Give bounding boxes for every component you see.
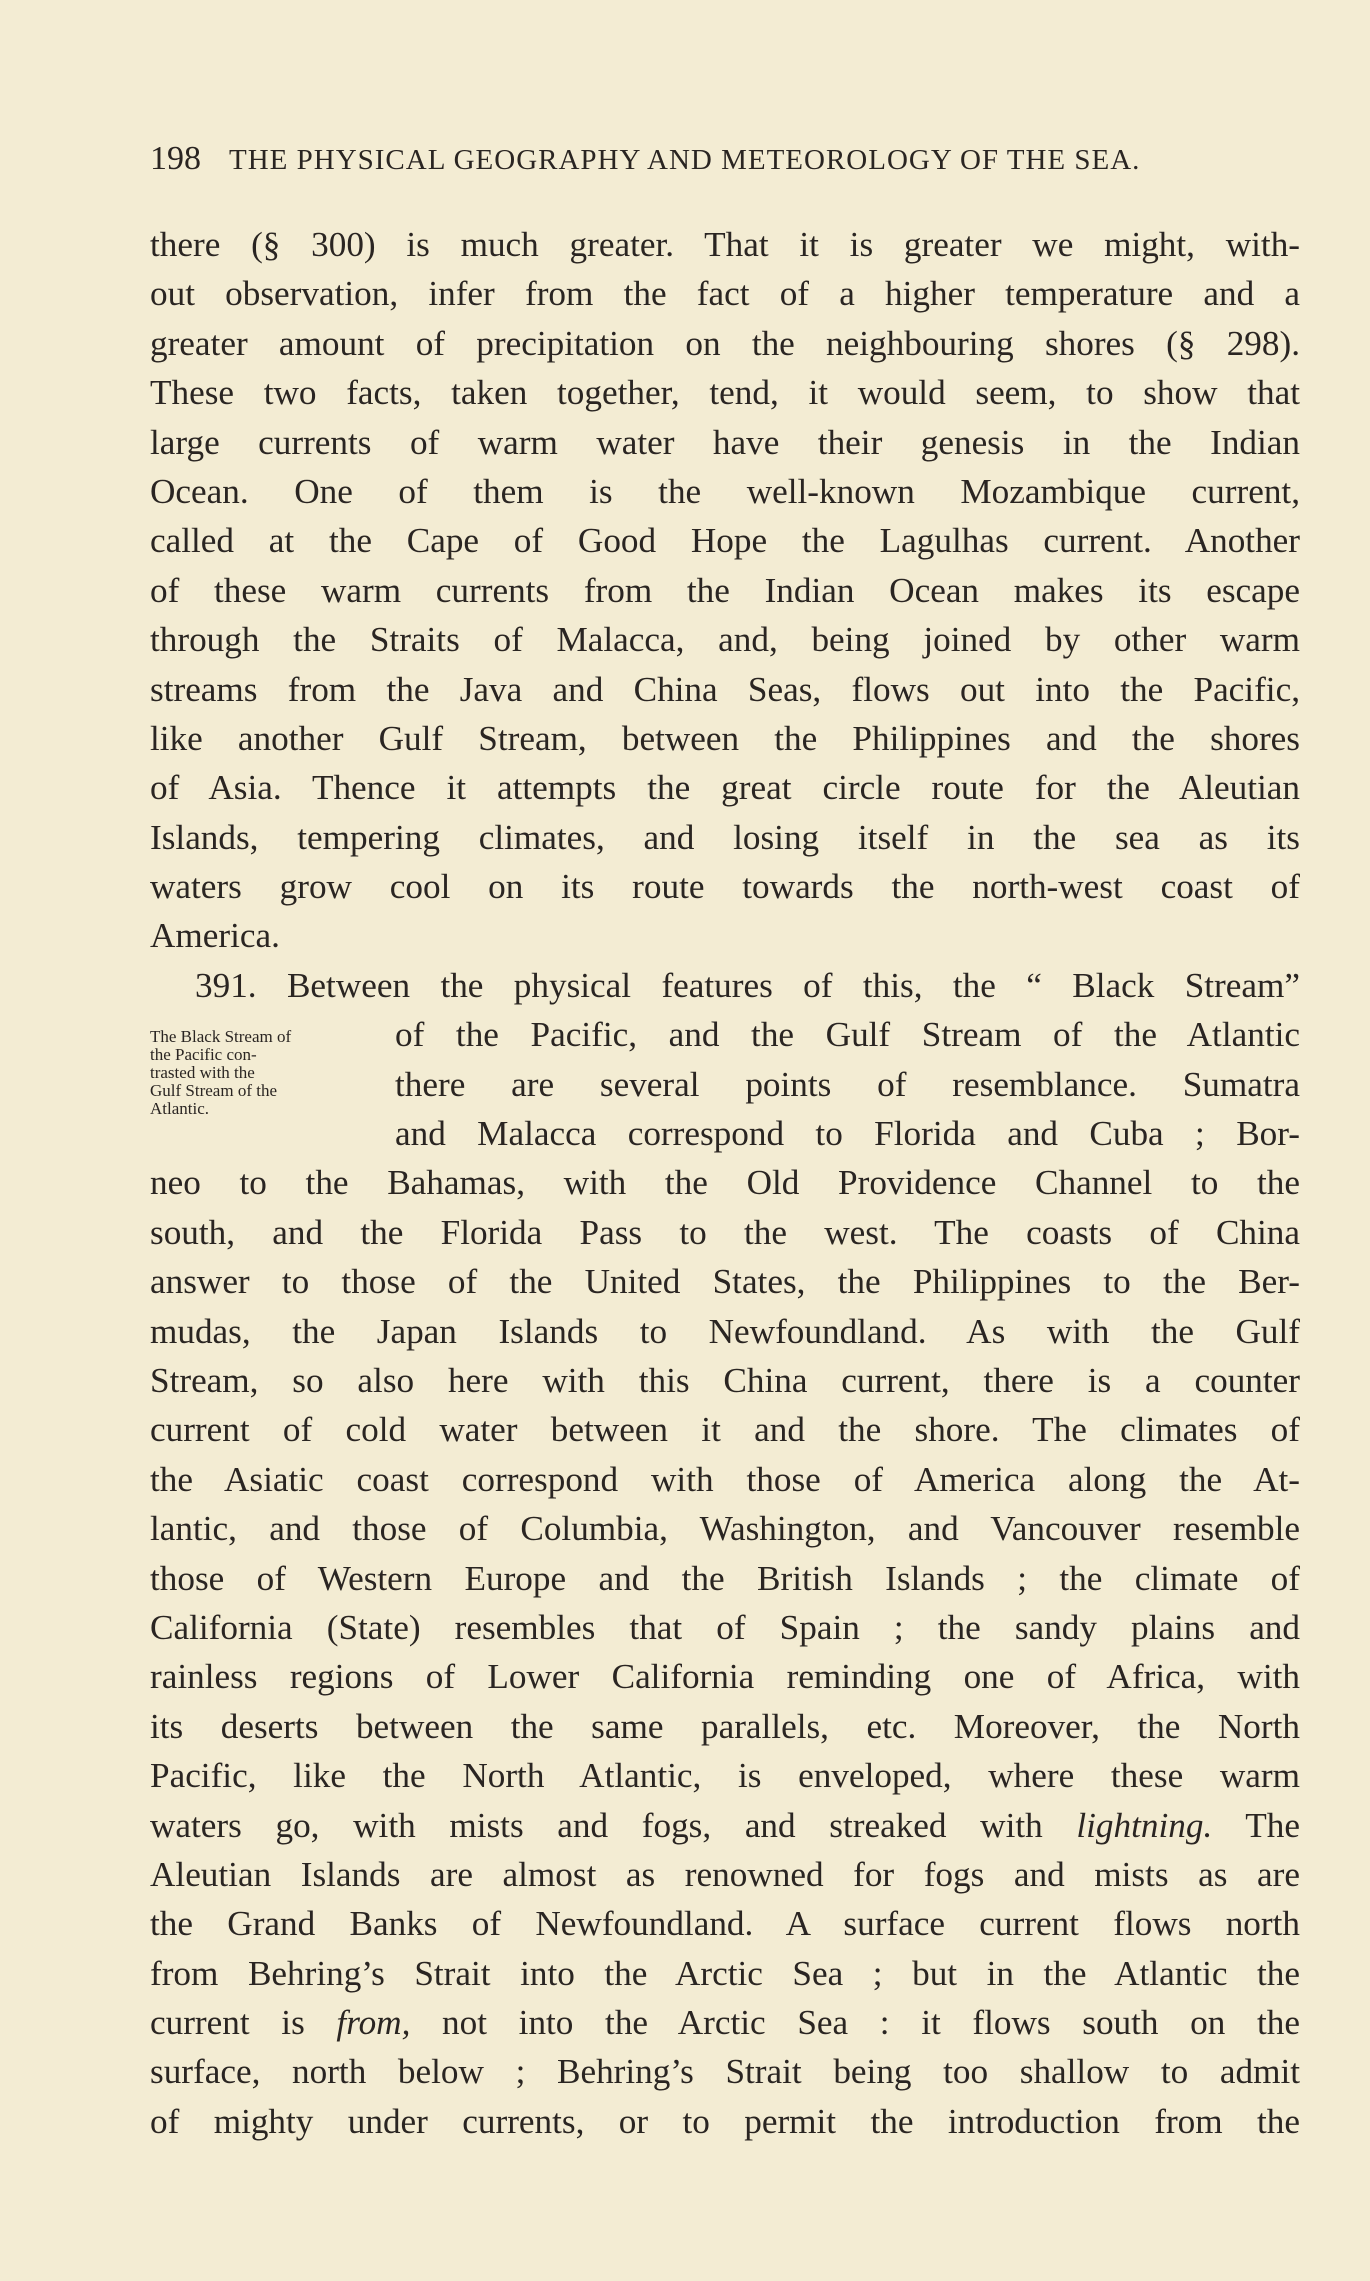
running-title: THE PHYSICAL GEOGRAPHY AND METEOROLOGY OF THE SEA. — [229, 144, 1141, 176]
text-line: Ocean. One of them is the well-known Mozambique current, — [150, 471, 1300, 511]
text-line: Aleutian Islands are almost as renowned for fogs and mists as are — [150, 1854, 1300, 1894]
text-line: surface, north below ; Behring’s Strait being too shallow to admit — [150, 2052, 1300, 2092]
margin-note-line: the Pacific con- — [150, 1045, 257, 1064]
text-line: large currents of warm water have their genesis in the Indian — [150, 422, 1300, 462]
text-line: of mighty under currents, or to permit the introduction from the — [150, 2101, 1300, 2141]
text-line: there (§ 300) is much greater. That it is greater we might, with- — [150, 225, 1300, 264]
text-line: the Grand Banks of Newfoundland. A surface current flows north — [150, 1904, 1300, 1944]
text-line: like another Gulf Stream, between the Philippines and the shores — [150, 718, 1300, 758]
margin-note-line: The Black Stream of — [150, 1027, 292, 1046]
text-line: These two facts, taken together, tend, it would seem, to show that — [150, 373, 1300, 413]
text-line — [150, 1998, 1300, 2047]
page-number: 198 — [150, 140, 201, 177]
text-line: Stream, so also here with this China current, there is a counter — [150, 1360, 1300, 1400]
text-segment: not into the Arctic Sea : it flows south on the — [442, 2003, 1300, 2043]
text-line: those of Western Europe and the British Islands ; the climate of — [150, 1558, 1300, 1598]
text-line: through the Straits of Malacca, and, being joined by other warm — [150, 620, 1300, 660]
text-line: its deserts between the same parallels, etc. Moreover, the North — [150, 1706, 1300, 1746]
text-line: mudas, the Japan Islands to Newfoundland. As with the Gulf — [150, 1311, 1300, 1351]
body-text — [150, 220, 1300, 2146]
text-segment: current is — [150, 2003, 305, 2043]
text-line: streams from the Java and China Seas, flows out into the Pacific, — [150, 669, 1300, 709]
text-line: waters grow cool on its route towards the north-west coast of — [150, 867, 1300, 907]
text-line: Islands, tempering climates, and losing itself in the sea as its — [150, 817, 1300, 857]
text-line: of these warm currents from the Indian Ocean makes its escape — [150, 570, 1300, 610]
text-line: the Asiatic coast correspond with those of America along the At- — [150, 1459, 1300, 1499]
text-line: south, and the Florida Pass to the west. The coasts of China — [150, 1212, 1300, 1252]
text-line: called at the Cape of Good Hope the Lagulhas current. Another — [150, 521, 1300, 561]
text-line — [150, 1801, 1300, 1850]
section-391-first-line: 391. Between the physical features of this, the “ Black Stream” — [195, 965, 1300, 1005]
margin-note-line: Atlantic. — [150, 1099, 210, 1118]
text-line: there are several points of resemblance. Sumatra — [395, 1064, 1300, 1104]
italic-word-lightning: lightning. — [1076, 1805, 1213, 1845]
text-line: answer to those of the United States, the Philippines to the Ber- — [150, 1262, 1300, 1302]
text-line: rainless regions of Lower California reminding one of Africa, with — [150, 1657, 1300, 1697]
text-line: Pacific, like the North Atlantic, is enveloped, where these warm — [150, 1756, 1300, 1796]
margin-note-line: Gulf Stream of the — [150, 1081, 277, 1100]
text-line: California (State) resembles that of Spain ; the sandy plains and — [150, 1607, 1300, 1647]
italic-word-from: from, — [336, 2003, 411, 2043]
text-line: current of cold water between it and the shore. The climates of — [150, 1410, 1300, 1450]
text-line: of the Pacific, and the Gulf Stream of the Atlantic — [395, 1015, 1300, 1055]
text-segment: The — [1245, 1805, 1300, 1845]
text-line: neo to the Bahamas, with the Old Providence Channel to the — [150, 1163, 1300, 1203]
text-line: America. — [150, 916, 280, 956]
text-line: out observation, infer from the fact of a higher temperature and a — [150, 274, 1300, 314]
text-line: and Malacca correspond to Florida and Cuba ; Bor- — [395, 1114, 1300, 1154]
text-segment: waters go, with mists and fogs, and streaked with — [150, 1805, 1043, 1845]
margin-note-line: trasted with the — [150, 1063, 255, 1082]
running-header — [150, 140, 1240, 178]
text-line: lantic, and those of Columbia, Washington, and Vancouver resemble — [150, 1509, 1300, 1549]
text-line: of Asia. Thence it attempts the great circle route for the Aleutian — [150, 768, 1300, 808]
text-line: greater amount of precipitation on the neighbouring shores (§ 298). — [150, 323, 1300, 363]
text-line: from Behring’s Strait into the Arctic Sea ; but in the Atlantic the — [150, 1953, 1300, 1993]
